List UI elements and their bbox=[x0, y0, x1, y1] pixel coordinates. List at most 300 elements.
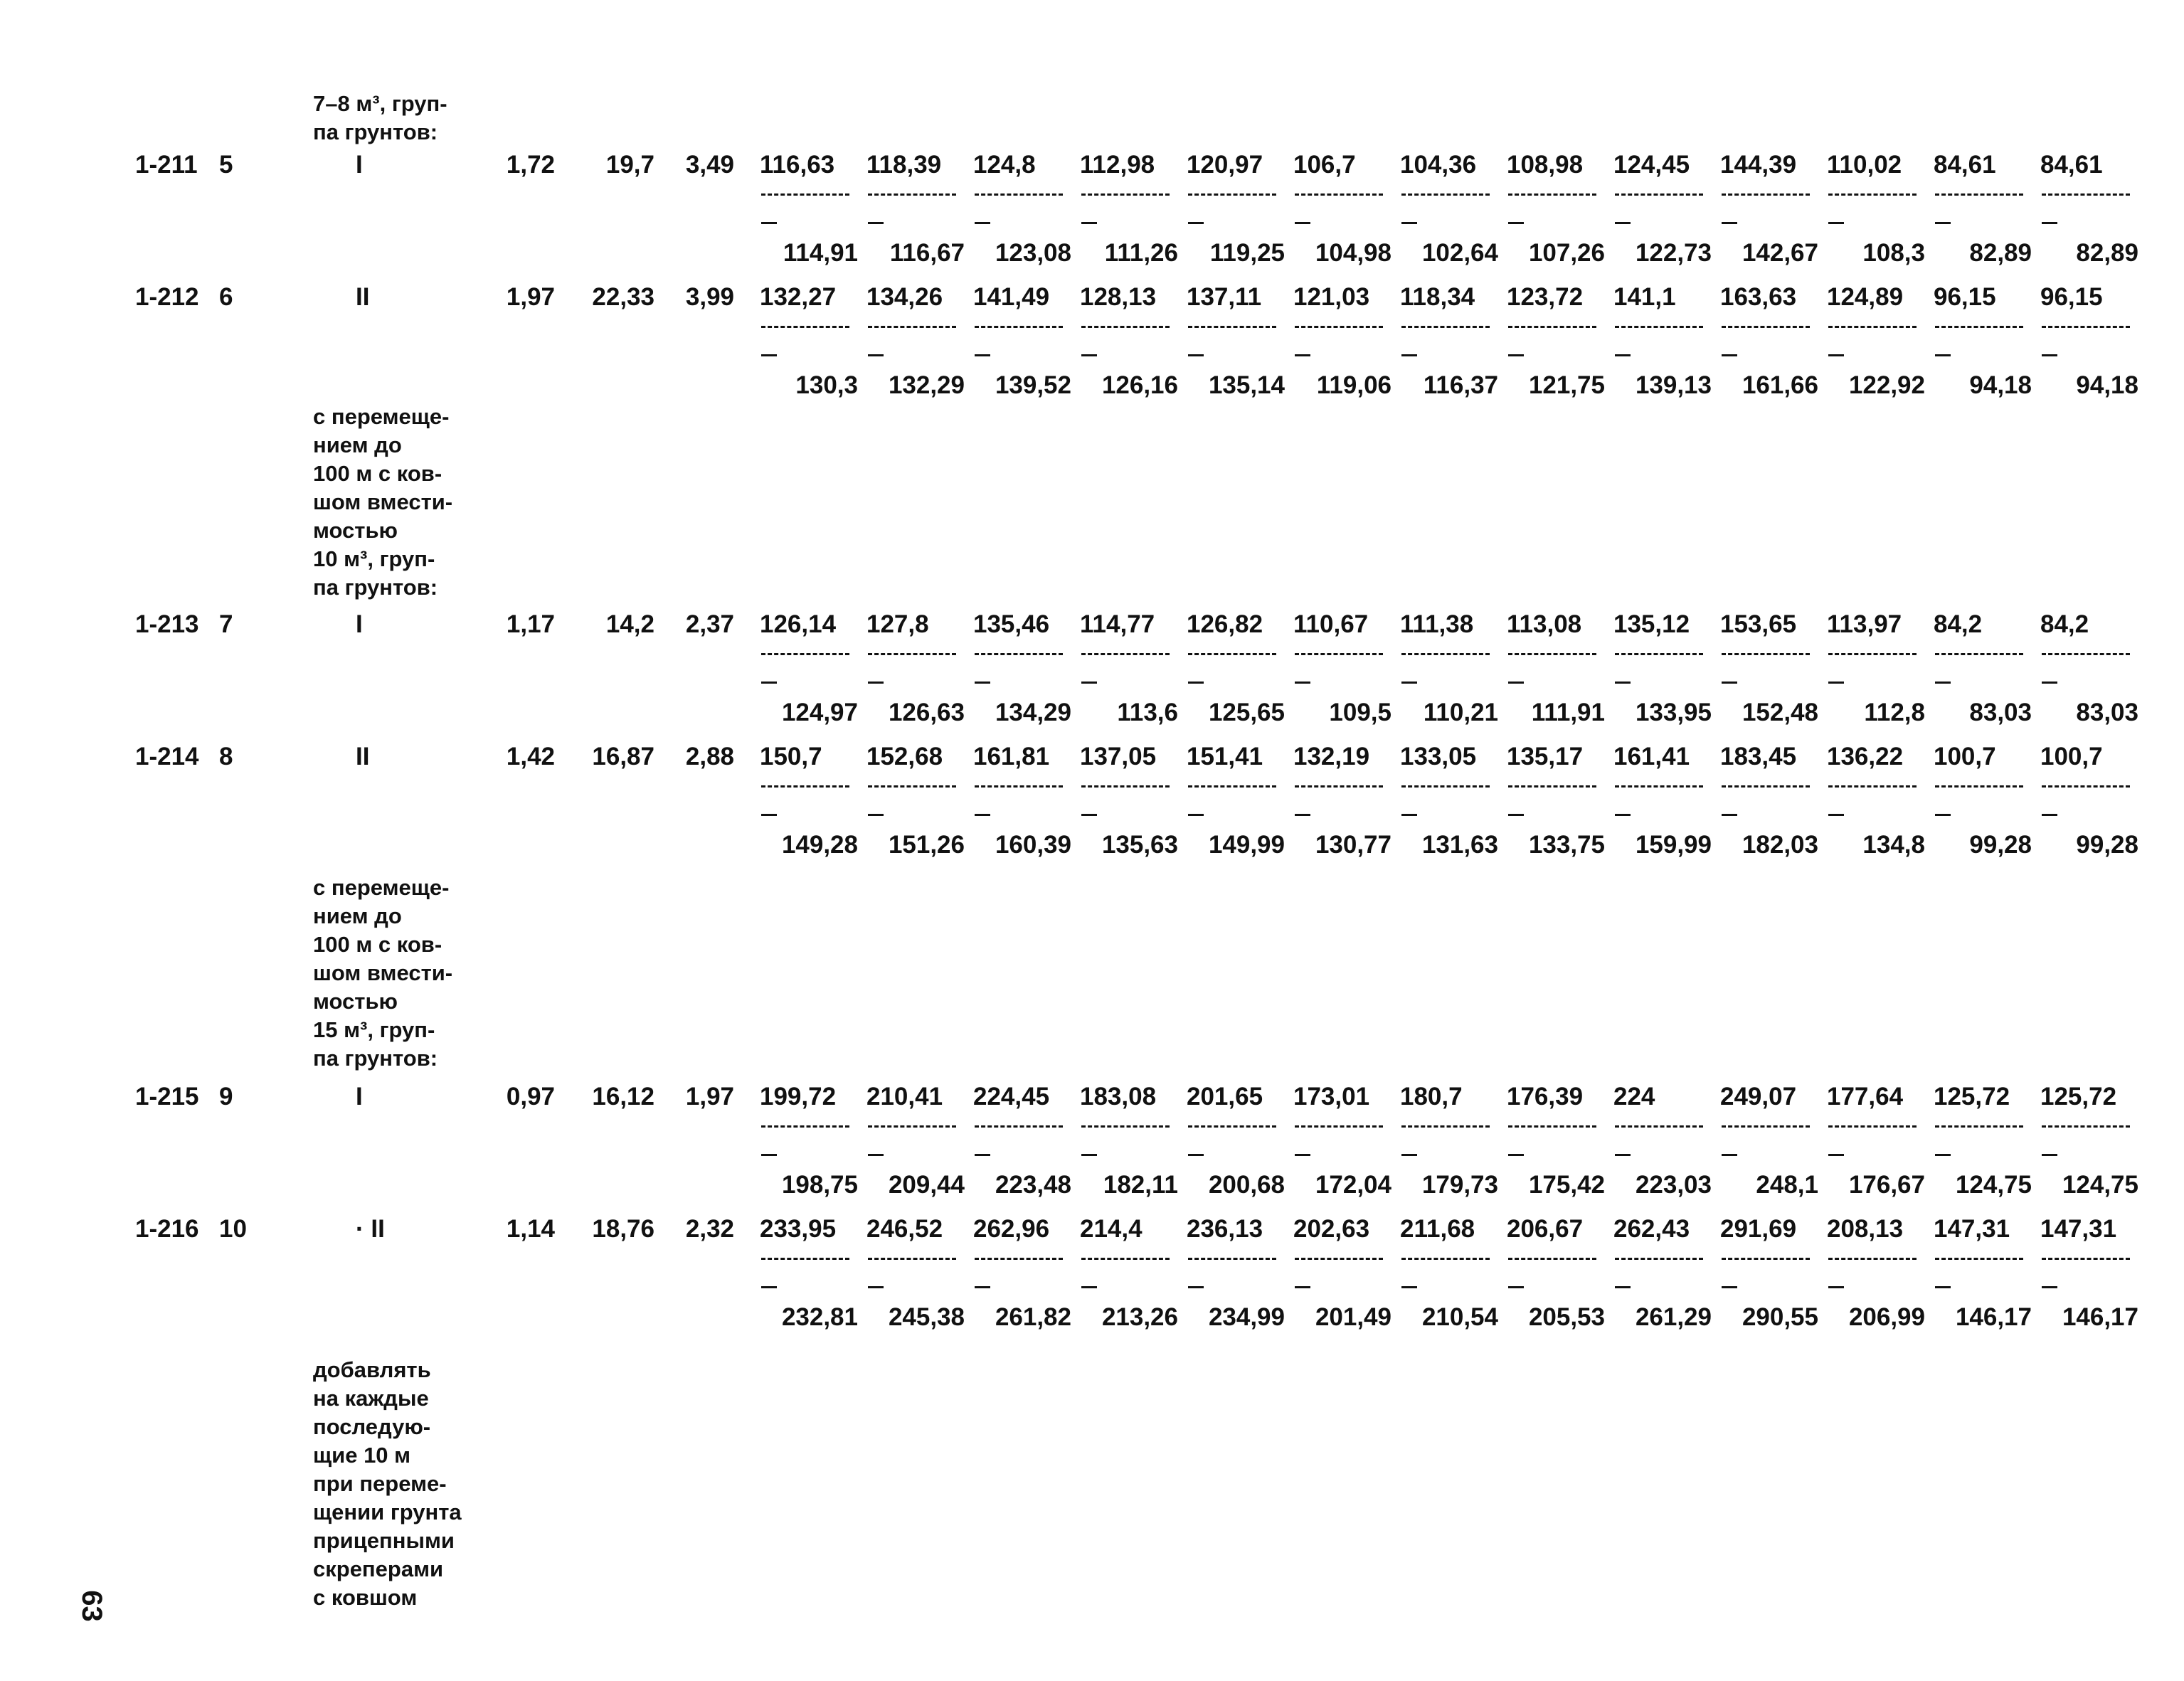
price-denominator: 176,67 bbox=[1848, 1171, 1925, 1199]
fraction-line bbox=[761, 785, 849, 788]
price-denominator: 223,03 bbox=[1635, 1171, 1712, 1199]
price-fraction bbox=[1080, 743, 1178, 874]
dash-mark bbox=[1295, 222, 1310, 224]
price-fraction bbox=[1400, 283, 1498, 414]
price-denominator: 107,26 bbox=[1528, 239, 1605, 267]
price-fraction bbox=[973, 743, 1071, 874]
soil-group: I bbox=[356, 151, 363, 179]
price-numerator: 144,39 bbox=[1720, 151, 1797, 179]
price-fraction bbox=[1400, 1215, 1498, 1346]
dash-mark bbox=[1828, 1286, 1844, 1288]
price-fraction bbox=[760, 151, 858, 282]
dash-mark bbox=[1828, 814, 1844, 816]
price-denominator: 82,89 bbox=[2076, 239, 2138, 267]
fraction-line bbox=[1722, 1125, 1810, 1128]
price-numerator: 113,97 bbox=[1827, 610, 1902, 638]
price-fraction bbox=[1613, 1215, 1712, 1346]
price-fraction bbox=[1827, 283, 1925, 414]
price-fraction bbox=[1293, 1215, 1391, 1346]
price-fraction bbox=[866, 283, 965, 414]
dash-mark bbox=[761, 1154, 777, 1156]
dash-mark bbox=[1401, 682, 1417, 684]
description-bucket-15: с перемеще- нием до 100 м с ков- шом вмести- мостью 15 м³, груп- па грунтов: bbox=[313, 875, 453, 1071]
dash-mark bbox=[761, 354, 777, 356]
dash-mark bbox=[1722, 1286, 1737, 1288]
price-fraction bbox=[1613, 151, 1712, 282]
dash-mark bbox=[1615, 222, 1631, 224]
dash-mark bbox=[1722, 682, 1737, 684]
dash-mark bbox=[1508, 354, 1524, 356]
price-numerator: 126,14 bbox=[760, 610, 837, 638]
dash-mark bbox=[1828, 354, 1844, 356]
price-denominator: 152,48 bbox=[1742, 699, 1818, 726]
price-denominator: 94,18 bbox=[1969, 371, 2032, 399]
fraction-line bbox=[1935, 653, 2023, 655]
price-denominator: 245,38 bbox=[888, 1303, 965, 1331]
price-fraction bbox=[973, 283, 1071, 414]
value-col-2: 16,12 bbox=[592, 1083, 654, 1110]
dash-mark bbox=[1615, 814, 1631, 816]
price-denominator: 123,08 bbox=[995, 239, 1071, 267]
price-fraction bbox=[1613, 743, 1712, 874]
price-denominator: 159,99 bbox=[1635, 831, 1712, 859]
price-fraction bbox=[2040, 283, 2138, 414]
dash-mark bbox=[2042, 1286, 2057, 1288]
fraction-line bbox=[1508, 785, 1596, 788]
price-numerator: 150,7 bbox=[760, 743, 822, 770]
dash-mark bbox=[1295, 354, 1310, 356]
price-numerator: 161,81 bbox=[973, 743, 1050, 770]
price-denominator: 160,39 bbox=[995, 831, 1071, 859]
price-denominator: 111,26 bbox=[1104, 239, 1178, 267]
price-fraction bbox=[1080, 1083, 1178, 1214]
price-fraction bbox=[866, 743, 965, 874]
fraction-line bbox=[761, 193, 849, 196]
fraction-line bbox=[1508, 653, 1596, 655]
price-numerator: 180,7 bbox=[1400, 1083, 1463, 1110]
price-fraction bbox=[2040, 151, 2138, 282]
price-denominator: 223,48 bbox=[995, 1171, 1071, 1199]
dash-mark bbox=[1081, 222, 1097, 224]
price-numerator: 176,39 bbox=[1507, 1083, 1584, 1110]
fraction-line bbox=[1828, 785, 1917, 788]
dash-mark bbox=[761, 814, 777, 816]
fraction-line bbox=[1401, 326, 1490, 328]
price-numerator: 106,7 bbox=[1293, 151, 1356, 179]
price-numerator: 108,98 bbox=[1507, 151, 1584, 179]
price-numerator: 111,38 bbox=[1400, 610, 1474, 638]
dash-mark bbox=[1615, 1154, 1631, 1156]
value-col-3: 1,97 bbox=[685, 1083, 734, 1110]
value-col-2: 19,7 bbox=[605, 151, 654, 179]
fraction-line bbox=[975, 653, 1063, 655]
price-fraction bbox=[1507, 743, 1605, 874]
price-fraction bbox=[973, 151, 1071, 282]
fraction-line bbox=[1081, 1258, 1170, 1260]
dash-mark bbox=[1508, 1286, 1524, 1288]
price-denominator: 114,91 bbox=[783, 239, 858, 267]
price-denominator: 134,29 bbox=[995, 699, 1071, 726]
page-number: 63 bbox=[75, 1590, 107, 1622]
fraction-line bbox=[975, 193, 1063, 196]
dash-mark bbox=[1081, 814, 1097, 816]
price-numerator: 118,39 bbox=[866, 151, 942, 179]
fraction-line bbox=[1722, 653, 1810, 655]
price-numerator: 152,68 bbox=[866, 743, 943, 770]
price-denominator: 113,6 bbox=[1117, 699, 1178, 726]
fraction-line bbox=[1081, 653, 1170, 655]
price-denominator: 232,81 bbox=[781, 1303, 858, 1331]
description-bucket-7-8: 7–8 м³, груп- па грунтов: bbox=[313, 91, 447, 144]
row-code: 1-211 bbox=[135, 151, 198, 179]
price-fraction bbox=[1613, 283, 1712, 414]
table-row bbox=[0, 1083, 2184, 1214]
price-denominator: 200,68 bbox=[1208, 1171, 1285, 1199]
soil-group: I bbox=[356, 610, 363, 638]
price-fraction bbox=[1507, 151, 1605, 282]
dash-mark bbox=[1081, 1154, 1097, 1156]
fraction-line bbox=[975, 1258, 1063, 1260]
fraction-line bbox=[1081, 785, 1170, 788]
fraction-line bbox=[1935, 785, 2023, 788]
value-col-3: 3,99 bbox=[685, 283, 734, 311]
value-col-2: 22,33 bbox=[592, 283, 654, 311]
price-fraction bbox=[1293, 743, 1391, 874]
dash-mark bbox=[1081, 1286, 1097, 1288]
row-number: 10 bbox=[219, 1215, 247, 1243]
dash-mark bbox=[868, 1154, 884, 1156]
soil-group: I bbox=[356, 1083, 363, 1110]
soil-group: II bbox=[356, 283, 370, 311]
price-denominator: 290,55 bbox=[1742, 1303, 1818, 1331]
price-denominator: 210,54 bbox=[1421, 1303, 1498, 1331]
price-fraction bbox=[1187, 743, 1285, 874]
price-denominator: 161,66 bbox=[1742, 371, 1818, 399]
price-numerator: 124,8 bbox=[973, 151, 1036, 179]
fraction-line bbox=[2042, 193, 2130, 196]
dash-mark bbox=[1188, 354, 1204, 356]
price-numerator: 84,2 bbox=[1934, 610, 1983, 638]
price-fraction bbox=[1400, 610, 1498, 741]
fraction-line bbox=[1401, 785, 1490, 788]
price-fraction bbox=[2040, 1215, 2138, 1346]
soil-group: II bbox=[356, 743, 370, 770]
price-fraction bbox=[2040, 743, 2138, 874]
fraction-line bbox=[975, 1125, 1063, 1128]
price-numerator: 233,95 bbox=[760, 1215, 837, 1243]
price-denominator: 130,77 bbox=[1315, 831, 1391, 859]
price-denominator: 126,16 bbox=[1101, 371, 1178, 399]
dash-mark bbox=[975, 222, 990, 224]
dash-mark bbox=[1722, 814, 1737, 816]
table-row bbox=[0, 151, 2184, 282]
price-numerator: 208,13 bbox=[1827, 1215, 1904, 1243]
fraction-line bbox=[1295, 785, 1383, 788]
dash-mark bbox=[1508, 222, 1524, 224]
price-fraction bbox=[973, 610, 1071, 741]
price-denominator: 149,28 bbox=[781, 831, 858, 859]
fraction-line bbox=[1615, 193, 1703, 196]
table-row bbox=[0, 610, 2184, 741]
dash-mark bbox=[1188, 682, 1204, 684]
dash-mark bbox=[1188, 1154, 1204, 1156]
price-denominator: 205,53 bbox=[1528, 1303, 1605, 1331]
row-code: 1-216 bbox=[135, 1215, 199, 1243]
price-fraction bbox=[1293, 1083, 1391, 1214]
price-denominator: 261,29 bbox=[1635, 1303, 1712, 1331]
dash-mark bbox=[2042, 354, 2057, 356]
price-fraction bbox=[760, 743, 858, 874]
dash-mark bbox=[868, 222, 884, 224]
fraction-line bbox=[2042, 1258, 2130, 1260]
price-denominator: 139,52 bbox=[995, 371, 1071, 399]
dash-mark bbox=[1508, 814, 1524, 816]
dash-mark bbox=[1935, 1154, 1951, 1156]
dash-mark bbox=[1401, 814, 1417, 816]
price-fraction bbox=[1720, 1215, 1818, 1346]
price-numerator: 125,72 bbox=[2040, 1083, 2117, 1110]
fraction-line bbox=[1188, 653, 1276, 655]
price-denominator: 121,75 bbox=[1528, 371, 1605, 399]
fraction-line bbox=[1935, 1125, 2023, 1128]
price-numerator: 84,61 bbox=[2040, 151, 2103, 179]
table-row bbox=[0, 283, 2184, 414]
price-denominator: 125,65 bbox=[1208, 699, 1285, 726]
price-numerator: 113,08 bbox=[1507, 610, 1582, 638]
dash-mark bbox=[1722, 222, 1737, 224]
dash-mark bbox=[1295, 682, 1310, 684]
price-fraction bbox=[1827, 151, 1925, 282]
fraction-line bbox=[1295, 193, 1383, 196]
price-fraction bbox=[1187, 151, 1285, 282]
price-denominator: 124,75 bbox=[2062, 1171, 2138, 1199]
fraction-line bbox=[2042, 653, 2130, 655]
price-numerator: 132,19 bbox=[1293, 743, 1370, 770]
price-numerator: 125,72 bbox=[1934, 1083, 2010, 1110]
dash-mark bbox=[868, 1286, 884, 1288]
price-numerator: 116,63 bbox=[760, 151, 835, 179]
price-denominator: 213,26 bbox=[1101, 1303, 1178, 1331]
fraction-line bbox=[975, 326, 1063, 328]
value-col-1: 1,97 bbox=[506, 283, 555, 311]
price-denominator: 116,67 bbox=[889, 239, 965, 267]
price-denominator: 126,63 bbox=[888, 699, 965, 726]
fraction-line bbox=[1081, 193, 1170, 196]
price-numerator: 135,17 bbox=[1507, 743, 1584, 770]
price-numerator: 262,96 bbox=[973, 1215, 1050, 1243]
price-numerator: 183,45 bbox=[1720, 743, 1797, 770]
price-fraction bbox=[866, 1083, 965, 1214]
fraction-line bbox=[868, 653, 956, 655]
price-denominator: 119,06 bbox=[1316, 371, 1391, 399]
fraction-line bbox=[868, 326, 956, 328]
description-additional: добавлять на каждые последую- щие 10 м при переме- щении грунта прицепными скреперами с ковшом bbox=[313, 1357, 462, 1610]
dash-mark bbox=[1935, 814, 1951, 816]
fraction-line bbox=[761, 1125, 849, 1128]
price-numerator: 153,65 bbox=[1720, 610, 1797, 638]
price-numerator: 127,8 bbox=[866, 610, 929, 638]
fraction-line bbox=[761, 1258, 849, 1260]
price-fraction bbox=[1720, 283, 1818, 414]
price-fraction bbox=[866, 610, 965, 741]
price-numerator: 124,45 bbox=[1613, 151, 1690, 179]
price-numerator: 201,65 bbox=[1187, 1083, 1263, 1110]
price-fraction bbox=[760, 283, 858, 414]
dash-mark bbox=[1188, 1286, 1204, 1288]
price-fraction bbox=[1400, 151, 1498, 282]
price-fraction bbox=[760, 1215, 858, 1346]
dash-mark bbox=[1828, 1154, 1844, 1156]
price-fraction bbox=[760, 610, 858, 741]
value-col-1: 1,14 bbox=[506, 1215, 555, 1243]
price-numerator: 163,63 bbox=[1720, 283, 1797, 311]
fraction-line bbox=[1615, 1125, 1703, 1128]
fraction-line bbox=[761, 653, 849, 655]
dash-mark bbox=[975, 1154, 990, 1156]
price-fraction bbox=[1187, 610, 1285, 741]
price-denominator: 248,1 bbox=[1756, 1171, 1818, 1199]
price-fraction bbox=[1187, 283, 1285, 414]
price-denominator: 146,17 bbox=[2062, 1303, 2138, 1331]
price-fraction bbox=[760, 1083, 858, 1214]
price-fraction bbox=[1080, 283, 1178, 414]
price-fraction bbox=[1400, 1083, 1498, 1214]
price-numerator: 246,52 bbox=[866, 1215, 943, 1243]
price-denominator: 175,42 bbox=[1528, 1171, 1605, 1199]
value-col-1: 0,97 bbox=[506, 1083, 555, 1110]
dash-mark bbox=[1615, 354, 1631, 356]
price-fraction bbox=[1720, 1083, 1818, 1214]
price-denominator: 112,8 bbox=[1864, 699, 1925, 726]
price-denominator: 234,99 bbox=[1208, 1303, 1285, 1331]
price-numerator: 151,41 bbox=[1187, 743, 1263, 770]
price-numerator: 128,13 bbox=[1080, 283, 1157, 311]
price-denominator: 134,8 bbox=[1862, 831, 1925, 859]
price-fraction bbox=[1934, 1215, 2032, 1346]
price-numerator: 126,82 bbox=[1187, 610, 1263, 638]
dash-mark bbox=[1295, 814, 1310, 816]
price-denominator: 182,11 bbox=[1103, 1171, 1178, 1199]
price-numerator: 124,89 bbox=[1827, 283, 1904, 311]
price-fraction bbox=[866, 151, 965, 282]
price-fraction bbox=[1507, 283, 1605, 414]
price-denominator: 108,3 bbox=[1862, 239, 1925, 267]
price-denominator: 172,04 bbox=[1315, 1171, 1391, 1199]
price-denominator: 116,37 bbox=[1423, 371, 1498, 399]
price-denominator: 119,25 bbox=[1209, 239, 1285, 267]
dash-mark bbox=[1401, 354, 1417, 356]
dash-mark bbox=[975, 354, 990, 356]
value-col-2: 18,76 bbox=[592, 1215, 654, 1243]
price-numerator: 135,46 bbox=[973, 610, 1050, 638]
price-fraction bbox=[866, 1215, 965, 1346]
fraction-line bbox=[2042, 326, 2130, 328]
fraction-line bbox=[1081, 1125, 1170, 1128]
price-fraction bbox=[1293, 151, 1391, 282]
dash-mark bbox=[1935, 682, 1951, 684]
price-fraction bbox=[2040, 1083, 2138, 1214]
dash-mark bbox=[761, 222, 777, 224]
price-numerator: 96,15 bbox=[1934, 283, 1996, 311]
price-fraction bbox=[1934, 151, 2032, 282]
price-numerator: 100,7 bbox=[2040, 743, 2103, 770]
price-fraction bbox=[1400, 743, 1498, 874]
fraction-line bbox=[1508, 193, 1596, 196]
price-denominator: 94,18 bbox=[2076, 371, 2138, 399]
value-col-3: 2,88 bbox=[685, 743, 734, 770]
price-numerator: 214,4 bbox=[1080, 1215, 1143, 1243]
price-numerator: 161,41 bbox=[1613, 743, 1690, 770]
price-numerator: 84,2 bbox=[2040, 610, 2089, 638]
price-denominator: 261,82 bbox=[995, 1303, 1071, 1331]
price-fraction bbox=[1080, 151, 1178, 282]
dash-mark bbox=[2042, 682, 2057, 684]
table-row bbox=[0, 743, 2184, 874]
dash-mark bbox=[1935, 1286, 1951, 1288]
price-numerator: 84,61 bbox=[1934, 151, 1996, 179]
fraction-line bbox=[868, 785, 956, 788]
price-denominator: 102,64 bbox=[1421, 239, 1498, 267]
fraction-line bbox=[1935, 193, 2023, 196]
fraction-line bbox=[1188, 1125, 1276, 1128]
fraction-line bbox=[1081, 326, 1170, 328]
price-denominator: 82,89 bbox=[1969, 239, 2032, 267]
value-col-3: 2,32 bbox=[685, 1215, 734, 1243]
price-fraction bbox=[1934, 283, 2032, 414]
dash-mark bbox=[868, 354, 884, 356]
price-fraction bbox=[1827, 1215, 1925, 1346]
price-numerator: 132,27 bbox=[760, 283, 837, 311]
price-numerator: 202,63 bbox=[1293, 1215, 1370, 1243]
row-number: 7 bbox=[219, 610, 233, 638]
fraction-line bbox=[1935, 326, 2023, 328]
price-fraction bbox=[1827, 1083, 1925, 1214]
row-code: 1-214 bbox=[135, 743, 199, 770]
price-numerator: 183,08 bbox=[1080, 1083, 1157, 1110]
price-denominator: 182,03 bbox=[1742, 831, 1818, 859]
dash-mark bbox=[2042, 814, 2057, 816]
fraction-line bbox=[868, 193, 956, 196]
price-denominator: 99,28 bbox=[1969, 831, 2032, 859]
price-numerator: 110,67 bbox=[1293, 610, 1369, 638]
value-col-3: 2,37 bbox=[685, 610, 734, 638]
fraction-line bbox=[1828, 326, 1917, 328]
value-col-1: 1,72 bbox=[506, 151, 555, 179]
dash-mark bbox=[2042, 222, 2057, 224]
fraction-line bbox=[1828, 1258, 1917, 1260]
price-fraction bbox=[1080, 610, 1178, 741]
price-fraction bbox=[1613, 1083, 1712, 1214]
price-denominator: 130,3 bbox=[795, 371, 858, 399]
soil-group: · II bbox=[356, 1215, 385, 1243]
price-denominator: 124,97 bbox=[781, 699, 858, 726]
row-code: 1-212 bbox=[135, 283, 199, 311]
price-denominator: 135,14 bbox=[1208, 371, 1285, 399]
dash-mark bbox=[975, 814, 990, 816]
fraction-line bbox=[761, 326, 849, 328]
price-fraction bbox=[1720, 743, 1818, 874]
price-numerator: 291,69 bbox=[1720, 1215, 1797, 1243]
price-denominator: 122,92 bbox=[1848, 371, 1925, 399]
price-numerator: 112,98 bbox=[1080, 151, 1155, 179]
dash-mark bbox=[1401, 222, 1417, 224]
row-number: 6 bbox=[219, 283, 233, 311]
fraction-line bbox=[868, 1258, 956, 1260]
price-numerator: 147,31 bbox=[2040, 1215, 2117, 1243]
price-fraction bbox=[973, 1215, 1071, 1346]
price-denominator: 109,5 bbox=[1329, 699, 1391, 726]
price-denominator: 146,17 bbox=[1955, 1303, 2032, 1331]
